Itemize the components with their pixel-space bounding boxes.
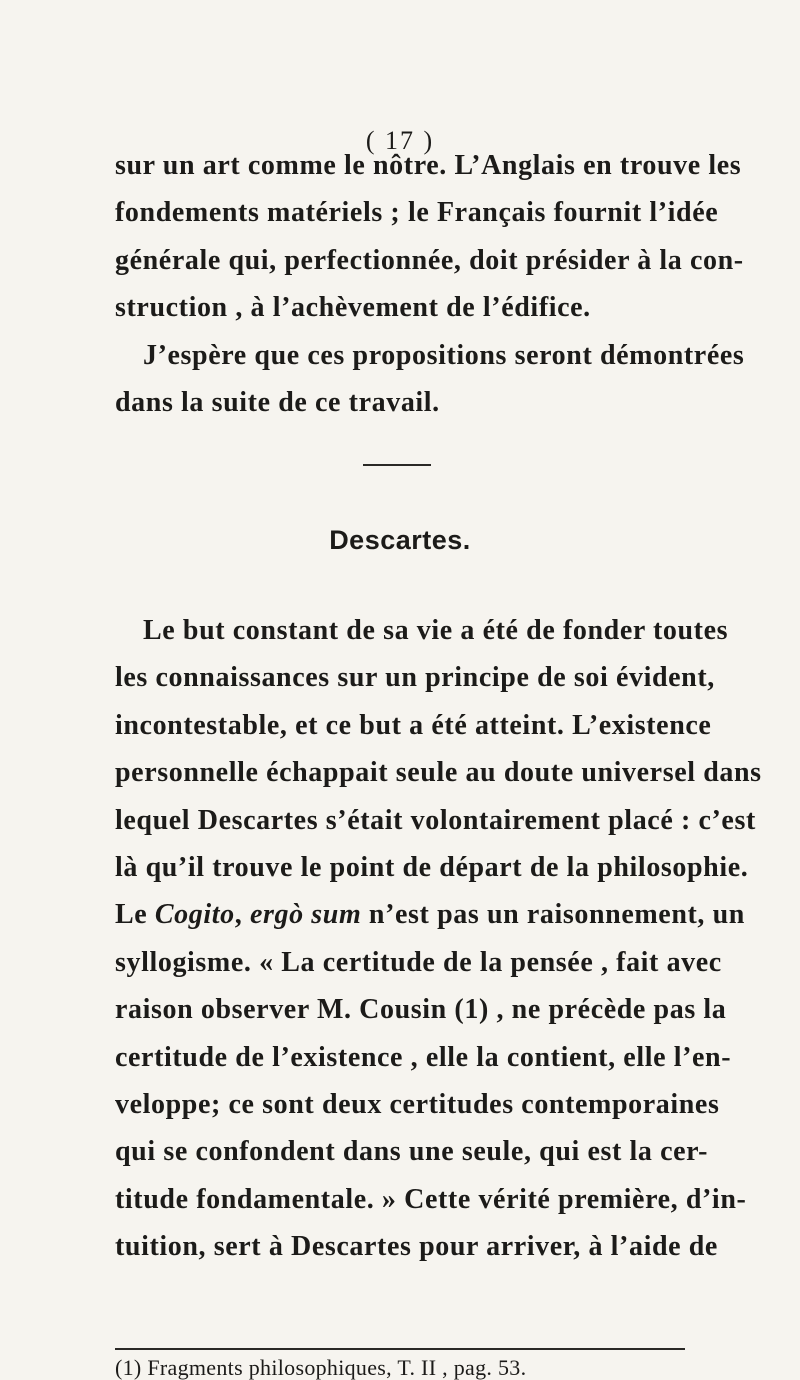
text-line: sur un art comme le nôtre. L’Anglais en trouve les	[115, 150, 742, 181]
footnote-rule	[115, 1348, 685, 1350]
page-number: ( 17 )	[365, 126, 435, 155]
text-line: veloppe; ce sont deux certitudes contemporaines	[115, 1089, 720, 1121]
text-line: struction , à l’achèvement de l’édifice.	[115, 292, 591, 324]
section-heading: Descartes.	[329, 525, 471, 555]
text-line: fondements matériels ; le Français fournit l’idée	[115, 197, 719, 229]
text-line: certitude de l’existence , elle la contient, elle l’en-	[115, 1041, 732, 1073]
text-fragment: ,	[234, 899, 250, 931]
text-line: dans la suite de ce travail.	[115, 387, 440, 419]
text-line: incontestable, et ce but a été atteint. L’existence	[115, 709, 712, 741]
text-line: tuition, sert à Descartes pour arriver, à l’aide de	[115, 1231, 718, 1263]
text-line: syllogisme. « La certitude de la pensée , fait avec	[115, 946, 722, 978]
text-line: personnelle échappait seule au doute universel dans	[115, 757, 762, 789]
text-fragment: Le	[115, 899, 155, 931]
text-fragment: n’est pas un raisonnement, un	[361, 899, 745, 931]
text-line: Le but constant de sa vie a été de fonder toutes	[143, 615, 729, 646]
text-line: J’espère que ces propositions seront démontrées	[143, 339, 745, 371]
text-line-cogito	[115, 891, 745, 938]
text-line: les connaissances sur un principe de soi évident,	[115, 662, 715, 694]
text-line: lequel Descartes s’était volontairement placé : c’est	[115, 804, 756, 836]
text-line: raison observer M. Cousin (1) , ne précède pas la	[115, 994, 727, 1026]
text-line: titude fondamentale. » Cette vérité première, d’in-	[115, 1183, 747, 1215]
intro-paragraphs	[115, 142, 745, 426]
ergo-sum-italic: ergò sum	[249, 899, 362, 931]
section-separator	[363, 464, 431, 466]
body-paragraph	[115, 607, 762, 1271]
text-line: qui se confondent dans une seule, qui est la cer-	[115, 1136, 709, 1168]
text-line: là qu’il trouve le point de départ de la philosophie.	[115, 852, 749, 884]
text-line: générale qui, perfectionnée, doit présider à la con-	[115, 244, 744, 276]
cogito-italic: Cogito	[154, 899, 235, 931]
footnote: (1) Fragments philosophiques, T. II , pag. 53.	[115, 1355, 527, 1380]
